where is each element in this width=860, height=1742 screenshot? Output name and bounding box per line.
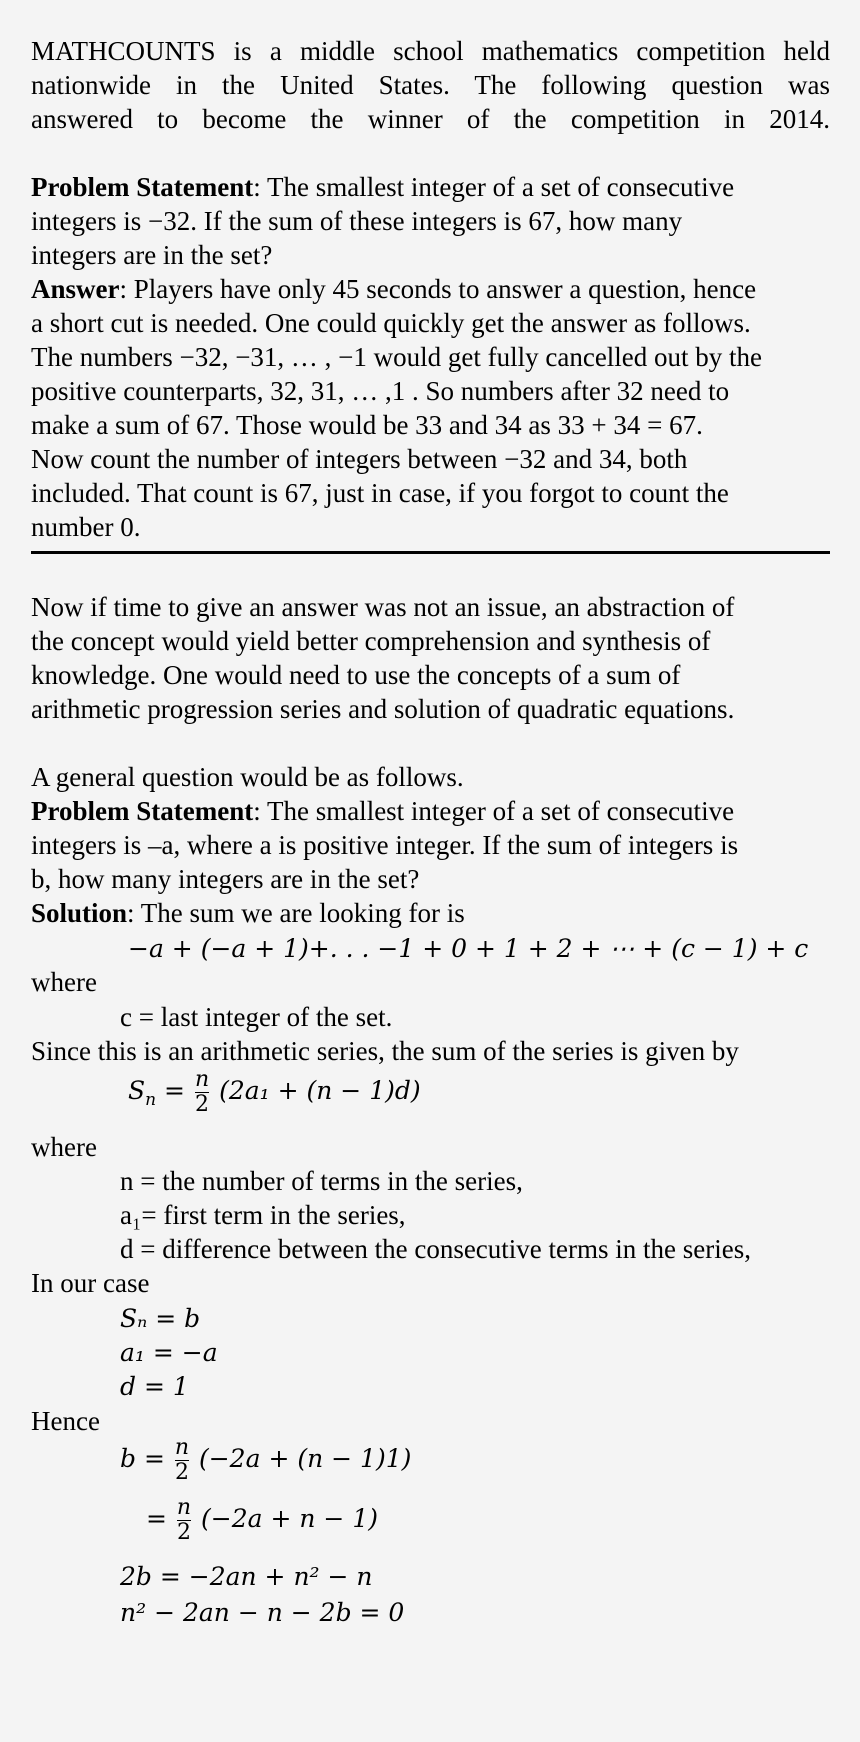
abstraction-line-1: Now if time to give an answer was not an issue, an abstraction of [31,592,735,622]
hence-2-fraction [177,1496,191,1545]
problem-line-1: : The smallest integer of a set of consecutive [253,172,735,202]
where-label-1: where [31,967,97,997]
hence-1-fraction [175,1436,189,1485]
hence-1-denominator: 2 [174,1460,189,1485]
sn-formula [128,1068,421,1117]
n-over-2-fraction [195,1068,209,1117]
d-definition: d = difference between the consecutive terms in the series, [120,1234,751,1264]
case-d: d = 1 [120,1372,189,1401]
answer-line-5: make a sum of 67. Those would be 33 and 34 as 33 + 34 = 67. [31,410,703,440]
general-line-2: integers is –a, where a is positive integer. If the sum of integers is [31,830,739,860]
answer-line-1: : Players have only 45 seconds to answer a question, hence [119,274,757,304]
hence-line-1 [120,1436,411,1485]
general-question [31,760,830,930]
sn-subscript: n [145,1090,157,1110]
hence-line-3: 2b = −2an + n² − n [120,1562,373,1591]
sum-expression: −a + (−a + 1)+. . . −1 + 0 + 1 + 2 + ⋯ + (c − 1) + c [128,934,809,963]
abstraction-line-4: arithmetic progression series and solution of quadratic equations. [31,694,735,724]
hence-2-lhs: = [146,1504,167,1533]
case-a1: a₁ = −a [120,1338,218,1367]
solution-line-1: : The sum we are looking for is [127,898,465,928]
series-sentence: Since this is an arithmetic series, the sum of the series is given by [31,1036,739,1066]
case-sn: Sₙ = b [120,1304,201,1333]
hence-2-denominator: 2 [176,1520,191,1545]
answer-line-8: number 0. [31,512,141,542]
hence-2-numerator: n [176,1495,192,1520]
intro-line-3: answered to become the winner of the competition in 2014. [31,104,830,134]
answer-line-3: The numbers −32, −31, … , −1 would get fully cancelled out by the [31,342,763,372]
answer-line-4: positive counterparts, 32, 31, … ,1 . So numbers after 32 need to [31,376,730,406]
intro-paragraph [31,34,830,136]
hence-line-2 [146,1496,378,1545]
equals-sign: = [164,1076,185,1105]
problem-label: Problem Statement [31,172,254,202]
hence-1-numerator: n [174,1435,190,1460]
abstraction-paragraph [31,590,830,726]
sn-symbol: S [128,1076,146,1105]
intro-line-2: nationwide in the United States. The following question was [31,70,830,100]
a1-definition: a₁= first term in the series, [120,1200,406,1230]
general-problem-label: Problem Statement [31,796,254,826]
problem-line-2: integers is −32. If the sum of these integers is 67, how many [31,206,683,236]
general-intro: A general question would be as follows. [31,762,464,792]
intro-line-1: MATHCOUNTS is a middle school mathematics competition held [31,36,830,66]
fraction-numerator: n [194,1067,210,1092]
abstraction-line-3: knowledge. One would need to use the concepts of a sum of [31,660,681,690]
answer-line-7: included. That count is 67, just in case, if you forgot to count the [31,478,729,508]
hence-1-rhs: (−2a + (n − 1)1) [198,1444,412,1473]
problem-statement-1 [31,170,830,272]
fraction-denominator: 2 [195,1092,210,1117]
general-line-3: b, how many integers are in the set? [31,864,420,894]
answer-line-2: a short cut is needed. One could quickly get the answer as follows. [31,308,751,338]
sn-rhs: (2a₁ + (n − 1)d) [219,1076,421,1105]
hence-2-rhs: (−2a + n − 1) [201,1504,378,1533]
where-label-2: where [31,1132,97,1162]
c-definition: c = last integer of the set. [120,1002,393,1032]
our-case-label: In our case [31,1268,150,1298]
hence-1-lhs: b = [120,1444,165,1473]
n-definition: n = the number of terms in the series, [120,1166,523,1196]
answer-label: Answer [31,274,120,304]
answer-paragraph [31,272,830,544]
solution-label: Solution [31,898,128,928]
hence-label: Hence [31,1406,100,1436]
answer-line-6: Now count the number of integers between −32 and 34, both [31,444,688,474]
general-line-1: : The smallest integer of a set of consecutive [253,796,735,826]
hence-line-4: n² − 2an − n − 2b = 0 [120,1598,405,1627]
abstraction-line-2: the concept would yield better comprehension and synthesis of [31,626,711,656]
divider-rule [31,551,830,554]
problem-line-3: integers are in the set? [31,240,273,270]
